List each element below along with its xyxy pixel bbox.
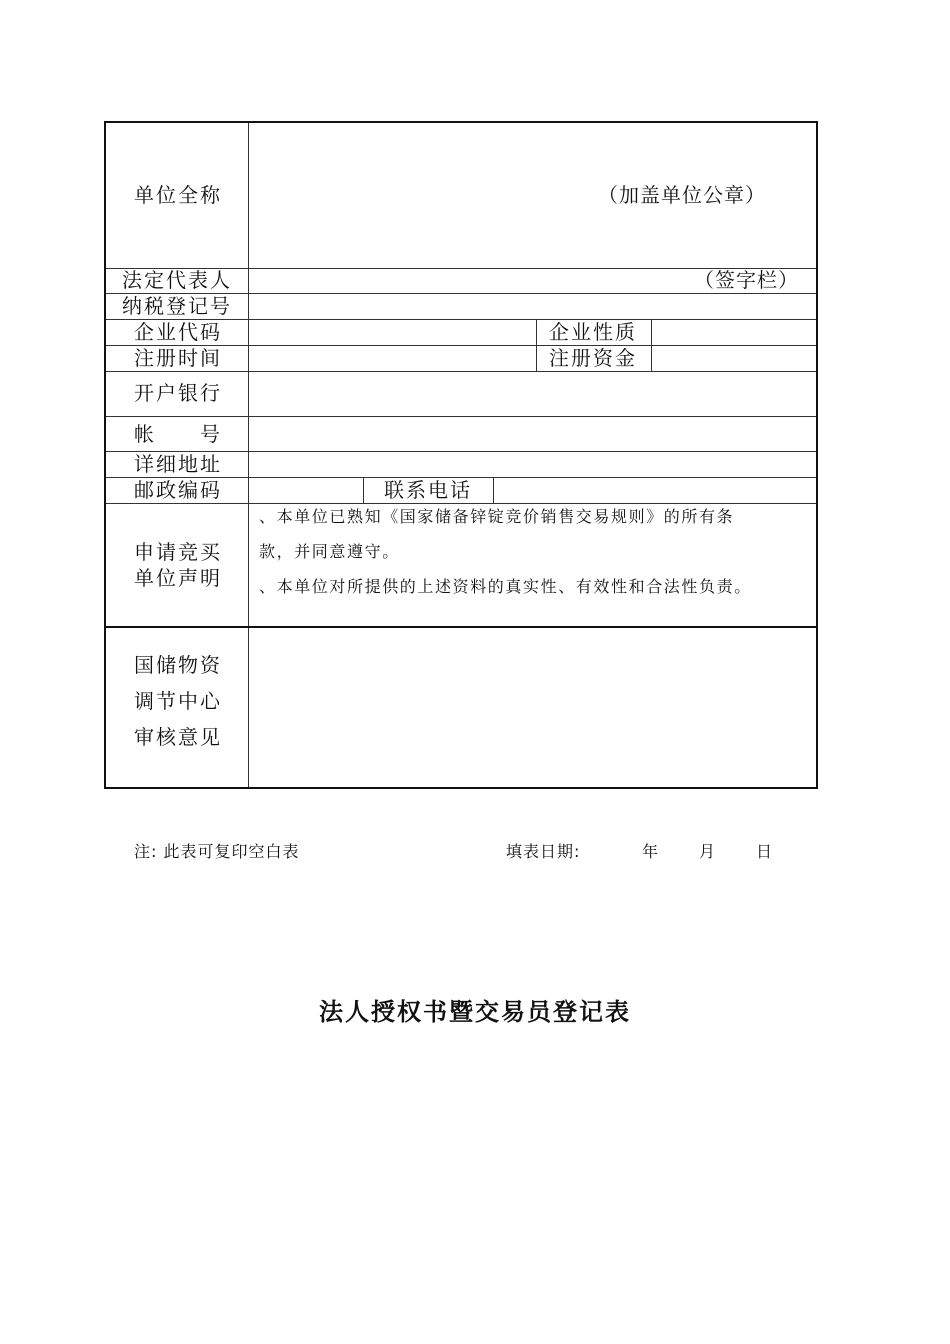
declaration-line1: 、本单位已熟知《国家储备锌锭竞价销售交易规则》的所有条	[259, 507, 735, 526]
review-label-line3: 审核意见	[134, 725, 222, 749]
account-field[interactable]	[250, 417, 816, 450]
review-label-line2: 调节中心	[134, 689, 222, 713]
address-label: 详细地址	[134, 452, 222, 476]
reg-time-label: 注册时间	[134, 346, 222, 370]
reg-time-field[interactable]	[250, 346, 534, 370]
seal-hint: （加盖单位公章）	[598, 183, 766, 207]
date-label: 填表日期:	[506, 842, 581, 861]
legal-rep-label: 法定代表人	[122, 268, 232, 292]
postcode-label: 邮政编码	[134, 478, 222, 502]
bank-field[interactable]	[250, 372, 816, 415]
account-label: 帐 号	[134, 422, 222, 446]
declaration-label-line1: 申请竞买	[134, 540, 222, 564]
tax-no-field[interactable]	[250, 294, 816, 318]
date-month-label: 月	[699, 842, 717, 861]
footer-note: 注: 此表可复印空白表	[134, 842, 300, 861]
reg-capital-field[interactable]	[652, 346, 816, 370]
postcode-field[interactable]	[250, 478, 362, 502]
review-label-line1: 国储物资	[134, 653, 222, 677]
cell-divider	[363, 477, 364, 503]
label-column-divider	[248, 123, 249, 787]
cell-divider	[536, 319, 537, 371]
declaration-label-line2: 单位声明	[134, 566, 222, 590]
address-field[interactable]	[250, 452, 816, 476]
enterprise-type-field[interactable]	[652, 320, 816, 344]
reg-capital-label: 注册资金	[549, 346, 637, 370]
unit-name-label: 单位全称	[134, 183, 222, 207]
phone-label: 联系电话	[384, 478, 472, 502]
enterprise-code-field[interactable]	[250, 320, 534, 344]
phone-field[interactable]	[494, 478, 816, 502]
row-divider	[106, 503, 816, 504]
enterprise-type-label: 企业性质	[549, 320, 637, 344]
date-day-label: 日	[756, 842, 774, 861]
tax-no-label: 纳税登记号	[122, 294, 232, 318]
enterprise-code-label: 企业代码	[134, 320, 222, 344]
date-year-label: 年	[642, 842, 660, 861]
bank-label: 开户银行	[134, 381, 222, 405]
section-title: 法人授权书暨交易员登记表	[319, 997, 631, 1026]
declaration-line3: 、本单位对所提供的上述资料的真实性、有效性和合法性负责。	[259, 577, 752, 596]
declaration-line2: 款，并同意遵守。	[259, 542, 400, 561]
review-opinion-field[interactable]	[250, 628, 816, 786]
sign-hint: （签字栏）	[694, 268, 799, 292]
